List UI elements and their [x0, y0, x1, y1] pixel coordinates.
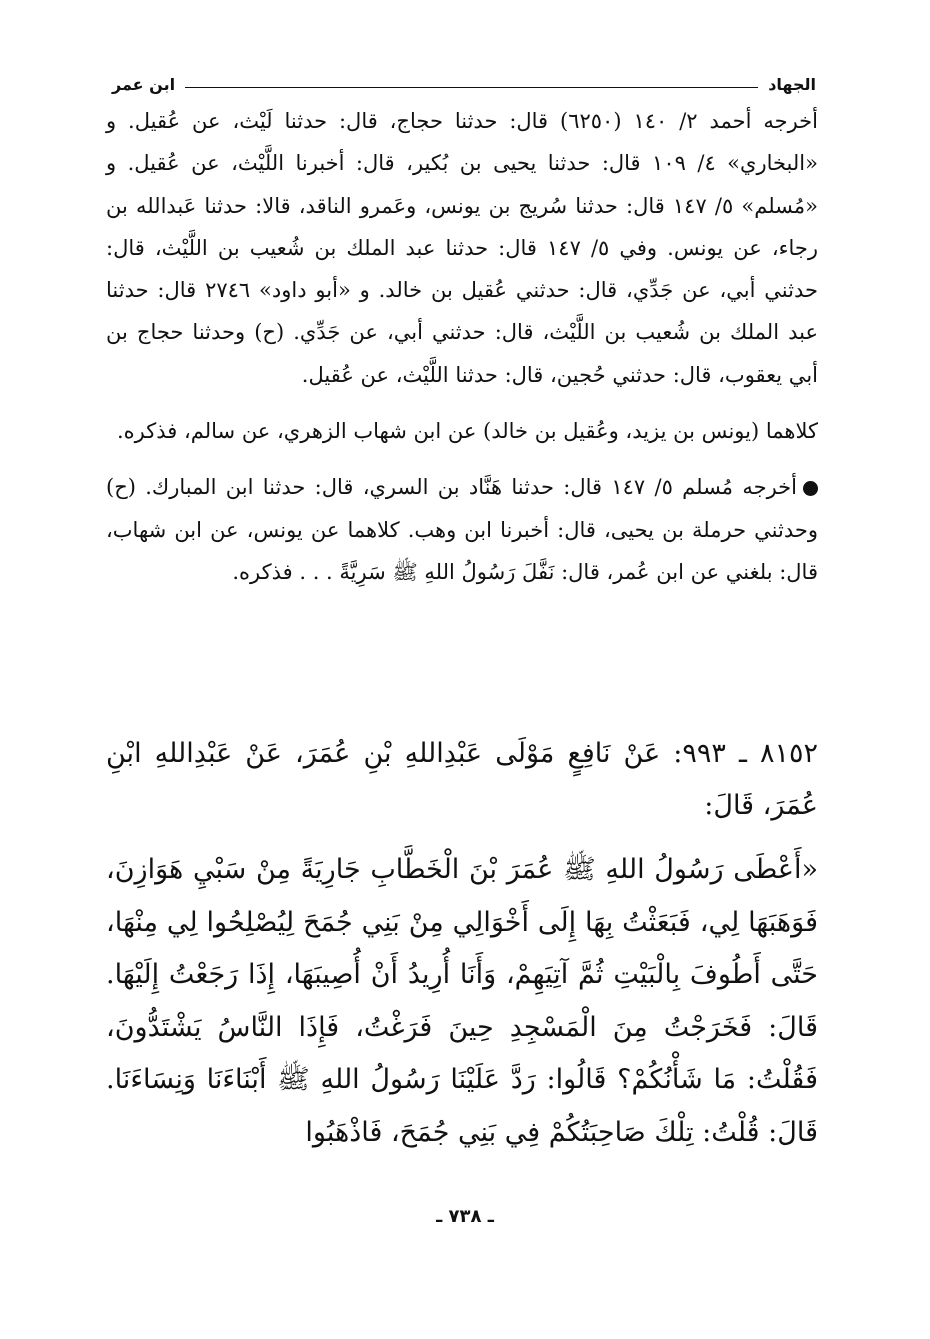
hadith-block	[106, 728, 818, 1171]
page-number: ـ ٧٣٨ ـ	[436, 1206, 494, 1227]
bullet-icon	[803, 481, 818, 496]
running-header	[112, 66, 816, 94]
note-paragraph-1: أخرجه أحمد ٢/ ١٤٠ (٦٢٥٠) قال: حدثنا حجاج، قال: حدثنا لَيْث، عن عُقيل. و «البخاري» ٤/ ١٠٩ قال: حدثنا يحيى بن بُكير، قال: أخبرنا اللَّيْث، عن عُقيل. و «مُسلم» ٥/ ١٤٧ قال: حدثنا سُريج بن يونس، وعَمرو الناقد، قالا: حدثنا عَبدالله بن رجاء، عن يونس. وفي ٥/ ١٤٧ قال: حدثنا عبد الملك بن شُعيب بن اللَّيْث، قال: حدثني أبي، عن جَدِّي، قال: حدثني عُقيل بن خالد. و «أبو داود» ٢٧٤٦ قال: حدثنا عبد الملك بن شُعيب بن اللَّيْث، قال: حدثني أبي، عن جَدِّي. (ح) وحدثنا حجاج بن أبي يعقوب، قال: حدثني حُجين، قال: حدثنا اللَّيْث، عن عُقيل.	[106, 109, 818, 387]
hadith-heading: ٨١٥٢ ـ ٩٩٣: عَنْ نَافِعٍ مَوْلَى عَبْدِاللهِ بْنِ عُمَرَ، عَنْ عَبْدِاللهِ ابْنِ عُمَرَ، قَالَ:	[106, 738, 818, 821]
note-paragraph-3	[106, 466, 818, 593]
header-section-title: الجهاد	[768, 75, 816, 94]
note-paragraph-3-text: أخرجه مُسلم ٥/ ١٤٧ قال: حدثنا هَنَّاد بن السري، قال: حدثنا ابن المبارك. (ح) وحدثني حرملة بن يحيى، قال: أخبرنا ابن وهب. كلاهما عن يونس، عن ابن شهاب، قال: بلغني عن ابن عُمر، قال: نَفَّلَ رَسُولُ اللهِ ﷺ سَرِيَّةً . . . فذكره.	[106, 475, 818, 584]
note-paragraph-2: كلاهما (يونس بن يزيد، وعُقيل بن خالد) عن ابن شهاب الزهري، عن سالم، فذكره.	[117, 419, 818, 444]
takhrij-notes	[106, 100, 818, 607]
header-narrator-name: ابن عمر	[112, 75, 176, 94]
header-rule	[185, 87, 758, 88]
hadith-text: «أَعْطَى رَسُولُ اللهِ ﷺ عُمَرَ بْنَ الْخَطَّابِ جَارِيَةً مِنْ سَبْيِ هَوَازِنَ، فَوَهَبَهَا لِي، فَبَعَثْتُ بِهَا إِلَى أَخْوَالِي مِنْ بَنِي جُمَحَ لِيُصْلِحُوا لِي مِنْهَا، حَتَّى أَطُوفَ بِالْبَيْتِ ثُمَّ آتِيَهِمْ، وَأَنَا أُرِيدُ أَنْ أُصِيبَهَا، إِذَا رَجَعْتُ إِلَيْهَا. قَالَ: فَخَرَجْتُ مِنَ الْمَسْجِدِ حِينَ فَرَغْتُ، فَإِذَا النَّاسُ يَشْتَدُّونَ، فَقُلْتُ: مَا شَأْنُكُمْ؟ قَالُوا: رَدَّ عَلَيْنَا رَسُولُ اللهِ ﷺ أَبْنَاءَنَا وَنِسَاءَنَا. قَالَ: قُلْتُ: تِلْكَ صَاحِبَتُكُمْ فِي بَنِي جُمَحَ، فَاذْهَبُوا	[106, 854, 818, 1148]
